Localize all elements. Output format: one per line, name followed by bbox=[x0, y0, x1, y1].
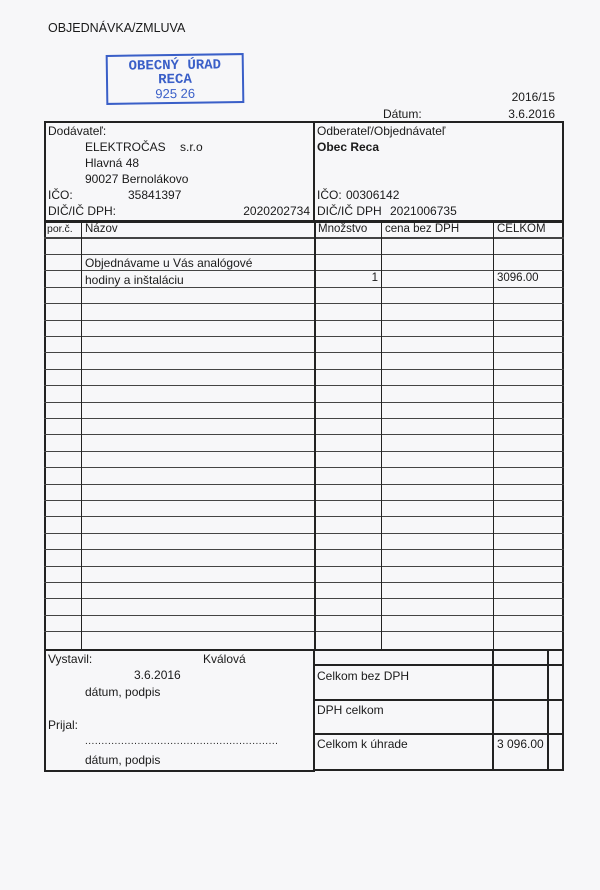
supplier-ico-label: IČO: bbox=[48, 188, 73, 202]
document-title: OBJEDNÁVKA/ZMLUVA bbox=[48, 21, 186, 35]
parties-divider bbox=[313, 121, 315, 222]
stamp-line-2: RECA bbox=[158, 71, 192, 89]
date-label: Dátum: bbox=[383, 107, 422, 121]
stamp-line-1: OBECNÝ ÚRAD bbox=[128, 57, 222, 75]
col-divider-3 bbox=[381, 221, 382, 651]
totals-row-line-2 bbox=[313, 699, 564, 701]
item-total: 3096.00 bbox=[497, 272, 539, 284]
items-row-line bbox=[44, 533, 564, 534]
supplier-name: ELEKTROČAS bbox=[85, 140, 166, 154]
col-divider-2 bbox=[314, 221, 316, 651]
col-divider-1 bbox=[81, 221, 82, 651]
header-nazov: Názov bbox=[85, 223, 118, 235]
totals-col-divider-1 bbox=[492, 649, 494, 771]
items-row-line bbox=[44, 434, 564, 435]
customer-ico: 00306142 bbox=[346, 188, 400, 202]
items-row-line bbox=[44, 615, 564, 616]
items-row-line bbox=[44, 418, 564, 419]
item-description-line-1: Objednávame u Vás analógové bbox=[85, 256, 253, 270]
items-row-line bbox=[44, 320, 564, 321]
items-table bbox=[44, 221, 564, 651]
items-row-line bbox=[44, 352, 564, 353]
items-row-line bbox=[44, 467, 564, 468]
supplier-dic: 2020202734 bbox=[243, 204, 310, 218]
supplier-suffix: s.r.o bbox=[180, 140, 203, 154]
supplier-ico: 35841397 bbox=[128, 188, 182, 202]
items-row-line bbox=[44, 631, 564, 632]
header-celkom: CELKOM bbox=[497, 223, 546, 235]
supplier-city: 90027 Bernolákovo bbox=[85, 172, 189, 186]
total-due-label: Celkom k úhrade bbox=[317, 737, 408, 751]
customer-dic: 2021006735 bbox=[390, 204, 457, 218]
issued-label: Vystavil: bbox=[48, 652, 93, 666]
items-row-line bbox=[44, 369, 564, 370]
items-row-line bbox=[44, 598, 564, 599]
totals-col-divider-2 bbox=[547, 649, 549, 771]
items-row-line bbox=[44, 582, 564, 583]
items-row-line bbox=[44, 303, 564, 304]
items-row-line bbox=[44, 385, 564, 386]
items-row-line bbox=[44, 484, 564, 485]
vat-total-label: DPH celkom bbox=[317, 703, 384, 717]
items-row-line bbox=[44, 566, 564, 567]
supplier-heading: Dodávateľ: bbox=[48, 124, 107, 138]
signature-dots: ........................................................... bbox=[85, 736, 279, 747]
issued-date: 3.6.2016 bbox=[134, 668, 181, 682]
totals-row-line-1 bbox=[313, 664, 564, 666]
customer-ico-label: IČO: bbox=[317, 188, 342, 202]
items-row-line bbox=[44, 549, 564, 550]
customer-dic-label: DIČ/IČ DPH bbox=[317, 204, 382, 218]
issued-by: Kválová bbox=[203, 652, 246, 666]
header-cena: cena bez DPH bbox=[385, 223, 460, 235]
received-label: Prijal: bbox=[48, 718, 79, 732]
stamp-line-3: 925 26 bbox=[155, 85, 196, 102]
header-por-c: por.č. bbox=[47, 223, 73, 235]
customer-heading: Odberateľ/Objednávateľ bbox=[317, 124, 446, 138]
supplier-dic-label: DIČ/IČ DPH: bbox=[48, 204, 117, 218]
items-row-line bbox=[44, 500, 564, 501]
items-row-line bbox=[44, 402, 564, 403]
header-mnozstvo: Množstvo bbox=[318, 223, 368, 235]
total-no-vat-label: Celkom bez DPH bbox=[317, 669, 410, 683]
document-date: 3.6.2016 bbox=[508, 107, 555, 121]
order-number: 2016/15 bbox=[511, 90, 555, 104]
total-due-value: 3 096.00 bbox=[497, 737, 544, 751]
col-divider-4 bbox=[493, 221, 494, 651]
items-row-line bbox=[44, 336, 564, 337]
office-stamp bbox=[106, 53, 245, 105]
date-sign-label: dátum, podpis bbox=[85, 685, 161, 699]
item-description-line-2: hodiny a inštaláciu bbox=[85, 273, 184, 287]
items-row-line bbox=[44, 237, 564, 239]
supplier-street: Hlavná 48 bbox=[85, 156, 140, 170]
customer-name: Obec Reca bbox=[317, 140, 380, 154]
items-row-line bbox=[44, 451, 564, 452]
items-row-line bbox=[44, 254, 564, 255]
date-sign-label-2: dátum, podpis bbox=[85, 753, 161, 767]
item-quantity: 1 bbox=[371, 272, 378, 284]
totals-row-line-3 bbox=[313, 733, 564, 735]
items-row-line bbox=[44, 516, 564, 517]
items-row-line bbox=[44, 270, 564, 271]
